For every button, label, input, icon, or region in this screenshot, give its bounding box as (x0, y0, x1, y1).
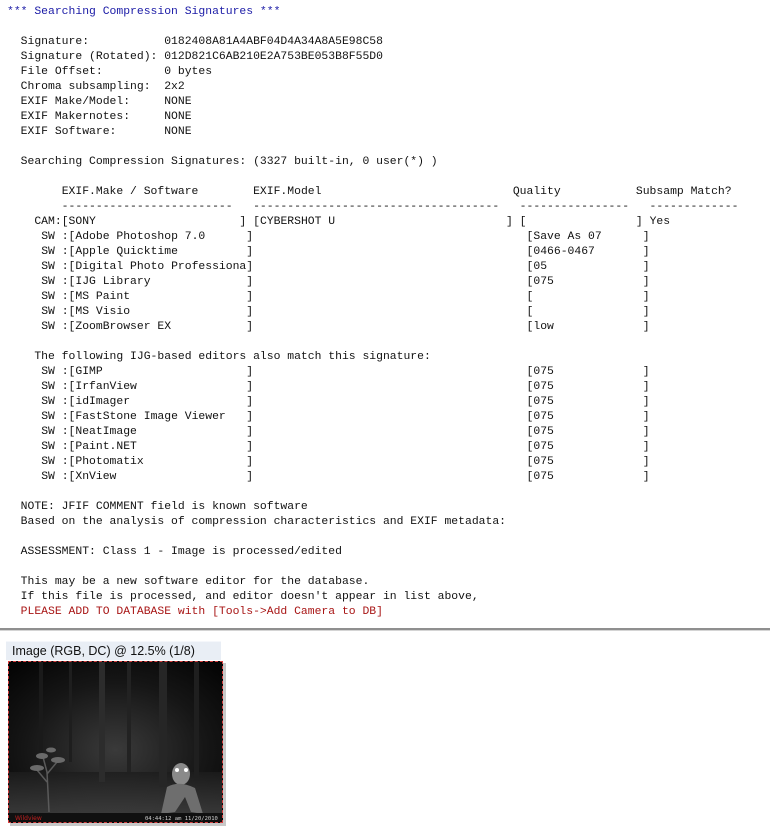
row-quality: 075 (533, 276, 643, 288)
table-row: SW :[ZoomBrowser EX ] [low ] (41, 321, 650, 333)
column-dividers: ------------------------- ------------------------------------ ---------------- ------------- (7, 201, 739, 213)
row-type: SW : (41, 261, 69, 273)
search-line (7, 156, 438, 168)
info-label: Signature (Rotated): (20, 51, 165, 63)
row-quality: 05 (533, 261, 643, 273)
info-value: NONE (164, 96, 192, 108)
row-type: SW : (41, 396, 69, 408)
image-thumbnail-panel (6, 641, 224, 827)
image-thumbnail[interactable] (8, 661, 223, 823)
image-caption: Image (RGB, DC) @ 12.5% (1/8) (6, 641, 221, 660)
row-make: Digital Photo Professiona (75, 261, 247, 273)
table-row: SW :[XnView ] [075 ] (41, 471, 650, 483)
row-quality: 075 (533, 471, 643, 483)
row-type: SW : (41, 306, 69, 318)
row-quality: 075 (533, 426, 643, 438)
row-quality: 075 (533, 381, 643, 393)
table-row: CAM:[SONY ] [CYBERSHOT U ] [ ] Yes (34, 216, 671, 228)
footer-text-1: This may be a new software editor for the database. (20, 576, 370, 588)
row-make: IrfanView (75, 381, 247, 393)
table-row: SW :[Paint.NET ] [075 ] (41, 441, 650, 453)
image-shadow (223, 663, 226, 825)
match-table (7, 216, 670, 333)
table-row: SW :[IrfanView ] [075 ] (41, 381, 650, 393)
row-type: CAM: (34, 216, 62, 228)
info-label: File Offset: (20, 66, 165, 78)
row-make: Apple Quicktime (75, 246, 247, 258)
info-value: 0 bytes (164, 66, 213, 78)
info-value: 012D821C6AB210E2A753BE053B8F55D0 (164, 51, 383, 63)
info-value: NONE (164, 111, 192, 123)
report-text (7, 5, 738, 620)
info-label: Chroma subsampling: (20, 81, 165, 93)
add-to-db-prompt (7, 606, 383, 618)
row-quality (527, 216, 636, 228)
note-line (7, 501, 308, 513)
footer-text-2: If this file is processed, and editor doesn't appear in list above, (20, 591, 479, 603)
info-value: 0182408A81A4ABF04D4A34A8A5E98C58 (164, 36, 383, 48)
row-type: SW : (41, 441, 69, 453)
info-label: EXIF Make/Model: (20, 96, 165, 108)
row-type: SW : (41, 381, 69, 393)
note-text: NOTE: JFIF COMMENT field is known software (20, 501, 308, 513)
row-quality: 0466-0467 (533, 246, 643, 258)
column-header-subsamp: Subsamp Match? (635, 186, 732, 198)
table-row: SW :[MS Visio ] [ ] (41, 306, 650, 318)
row-make: Adobe Photoshop 7.0 (75, 231, 247, 243)
row-quality: 075 (533, 456, 643, 468)
info-block (7, 36, 383, 138)
footer-text-3: PLEASE ADD TO DATABASE with [Tools->Add Camera to DB] (20, 606, 383, 618)
row-quality: 075 (533, 441, 643, 453)
info-value: 2x2 (164, 81, 185, 93)
ijg-table (7, 366, 650, 483)
night-forest-photo (9, 662, 222, 822)
table-row: SW :[MS Paint ] [ ] (41, 291, 650, 303)
row-make: IJG Library (75, 276, 247, 288)
row-type: SW : (41, 411, 69, 423)
table-row: SW :[NeatImage ] [075 ] (41, 426, 650, 438)
row-subsamp-match: Yes (649, 216, 671, 228)
column-header-model: EXIF.Model (253, 186, 513, 198)
row-type: SW : (41, 246, 69, 258)
assessment-text: ASSESSMENT: Class 1 - Image is processed/edited (20, 546, 342, 558)
column-headers (7, 186, 732, 198)
timestamp-overlay: 04:44:12 am 11/20/2010 (145, 816, 218, 822)
table-row: SW :[Apple Quicktime ] [0466-0467 ] (41, 246, 650, 258)
row-model: CYBERSHOT U (259, 216, 507, 228)
footer-line-2 (7, 591, 479, 603)
footer-line-1 (7, 576, 369, 588)
row-make: Photomatix (75, 456, 247, 468)
table-row: SW :[idImager ] [075 ] (41, 396, 650, 408)
row-make: NeatImage (75, 426, 247, 438)
row-type: SW : (41, 471, 69, 483)
row-type: SW : (41, 366, 69, 378)
row-quality: 075 (533, 411, 643, 423)
row-make: FastStone Image Viewer (75, 411, 247, 423)
info-value: NONE (164, 126, 192, 138)
info-label: Signature: (20, 36, 165, 48)
image-pane (0, 631, 770, 826)
row-quality: 075 (533, 366, 643, 378)
based-on-line (7, 516, 506, 528)
based-on-text: Based on the analysis of compression characteristics and EXIF metadata: (20, 516, 506, 528)
row-type: SW : (41, 231, 69, 243)
table-row: SW :[GIMP ] [075 ] (41, 366, 650, 378)
row-type: SW : (41, 291, 69, 303)
column-header-make: EXIF.Make / Software (61, 186, 254, 198)
row-make: MS Paint (75, 291, 247, 303)
row-quality (533, 306, 642, 318)
ijg-intro-text: The following IJG-based editors also match this signature: (34, 351, 431, 363)
table-row: SW :[IJG Library ] [075 ] (41, 276, 650, 288)
table-row: SW :[Adobe Photoshop 7.0 ] [Save As 07 ] (41, 231, 650, 243)
camera-logo: Wildview (15, 815, 42, 822)
table-row: SW :[Photomatix ] [075 ] (41, 456, 650, 468)
info-label: EXIF Makernotes: (20, 111, 165, 123)
row-make: MS Visio (75, 306, 247, 318)
row-quality: low (533, 321, 643, 333)
table-row: SW :[FastStone Image Viewer ] [075 ] (41, 411, 650, 423)
row-make: SONY (68, 216, 240, 228)
row-type: SW : (41, 321, 69, 333)
row-make: idImager (75, 396, 247, 408)
ijg-intro (7, 351, 431, 363)
assessment-line (7, 546, 342, 558)
row-quality: 075 (533, 396, 643, 408)
column-header-quality: Quality (512, 186, 636, 198)
search-summary: Searching Compression Signatures: (3327 built-in, 0 user(*) ) (20, 156, 438, 168)
row-make: GIMP (75, 366, 247, 378)
row-type: SW : (41, 426, 69, 438)
report-header: *** Searching Compression Signatures *** (7, 6, 281, 18)
row-quality: Save As 07 (533, 231, 643, 243)
table-row: SW :[Digital Photo Professiona] [05 ] (41, 261, 650, 273)
row-quality (533, 291, 642, 303)
row-make: Paint.NET (75, 441, 247, 453)
row-make: ZoomBrowser EX (75, 321, 247, 333)
row-make: XnView (75, 471, 247, 483)
info-label: EXIF Software: (20, 126, 165, 138)
row-type: SW : (41, 276, 69, 288)
row-type: SW : (41, 456, 69, 468)
